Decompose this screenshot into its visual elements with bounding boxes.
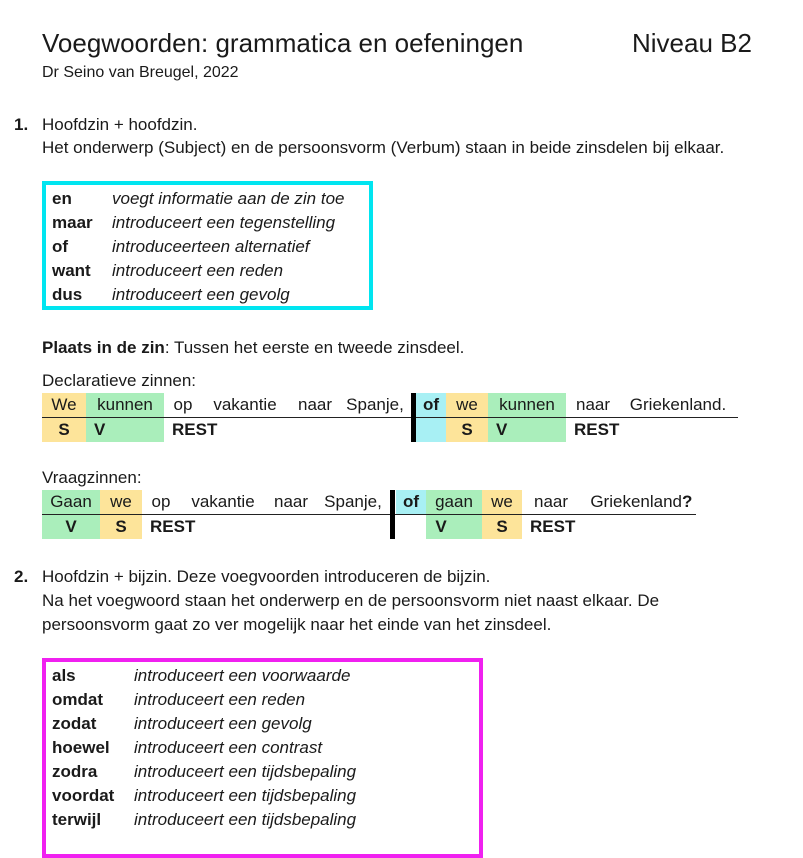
conjunction-word: hoewel xyxy=(52,738,110,757)
word-verb: kunnen xyxy=(488,393,566,417)
tag-conjunction-empty xyxy=(416,418,446,442)
word-verb: kunnen xyxy=(86,393,164,417)
conjunction-word: maar xyxy=(52,213,93,232)
section-1-number: 1. xyxy=(14,115,29,134)
word: op xyxy=(173,395,193,414)
word-subject: We xyxy=(42,393,86,417)
word: naar xyxy=(533,492,569,511)
tag-rest: REST xyxy=(530,517,576,536)
word-subject: we xyxy=(446,393,488,417)
word: naar xyxy=(273,492,309,511)
position-text: : Tussen het eerste en tweede zinsdeel. xyxy=(164,338,465,357)
tag-verb-fill xyxy=(456,515,482,539)
conjunction-description: introduceert een voorwaarde xyxy=(134,666,351,685)
tag-rest: REST xyxy=(150,517,196,536)
word: naar xyxy=(575,395,611,414)
section-1-heading: Hoofdzin + hoofdzin. xyxy=(42,115,198,134)
page-title: Voegwoorden: grammatica en oefeningen xyxy=(42,28,524,58)
word: vakantie xyxy=(213,395,277,414)
conjunction-description: introduceert een tijdsbepaling xyxy=(134,810,357,829)
word-subject: we xyxy=(482,490,522,514)
tag-verb: V xyxy=(86,418,164,442)
tag-subject: S xyxy=(100,515,142,539)
word: vakantie xyxy=(191,492,255,511)
section-2-description-line-1: Na het voegwoord staan het onderwerp en de persoonsvorm niet naast elkaar. De xyxy=(42,591,660,610)
conjunction-row xyxy=(52,714,312,734)
coordinating-conjunctions-box xyxy=(42,181,373,310)
clause-divider xyxy=(411,393,416,442)
conjunction-row xyxy=(52,237,310,257)
conjunction-description: introduceert een gevolg xyxy=(112,285,290,304)
conjunction-row xyxy=(52,285,290,305)
tag-rest: REST xyxy=(574,420,620,439)
word-verb: gaan xyxy=(426,490,482,514)
conjunction-word: dus xyxy=(52,285,83,304)
word: Griekenland. xyxy=(629,395,727,414)
word-subject: we xyxy=(100,490,142,514)
conjunction-description: introduceert een reden xyxy=(112,261,284,280)
conjunction-row xyxy=(52,261,283,281)
position-label: Plaats in de zin xyxy=(42,338,165,357)
tag-verb: V xyxy=(42,515,100,539)
word-question-mark: ? xyxy=(682,492,693,511)
section-1-description: Het onderwerp (Subject) en de persoonsvorm (Verbum) staan in beide zinsdelen bij elkaar. xyxy=(42,138,725,157)
conjunction-word: voordat xyxy=(52,786,115,805)
word: Spanje, xyxy=(346,395,404,414)
declarative-label: Declaratieve zinnen: xyxy=(42,371,197,390)
subordinating-conjunctions-box xyxy=(42,658,483,858)
conjunction-word: en xyxy=(52,189,72,208)
question-label: Vraagzinnen: xyxy=(42,468,142,487)
conjunction-description: introduceert een tijdsbepaling xyxy=(134,762,357,781)
conjunction-row xyxy=(52,690,305,710)
word-conjunction: of xyxy=(396,490,426,514)
tag-subject: S xyxy=(482,515,522,539)
conjunction-description: introduceert een gevolg xyxy=(134,714,312,733)
word: Spanje, xyxy=(324,492,382,511)
conjunction-word: want xyxy=(52,261,91,280)
level-label: Niveau B2 xyxy=(632,28,752,58)
position-sentence xyxy=(42,338,464,358)
tag-verb: V xyxy=(426,515,456,539)
section-2-description-line-2: persoonsvorm gaat zo ver mogelijk naar het einde van het zinsdeel. xyxy=(42,615,552,634)
word: naar xyxy=(297,395,333,414)
conjunction-description: introduceert een contrast xyxy=(134,738,323,757)
conjunction-description: introduceert een tegenstelling xyxy=(112,213,336,232)
clause-divider xyxy=(390,490,395,539)
conjunction-word: omdat xyxy=(52,690,103,709)
conjunction-description: voegt informatie aan de zin toe xyxy=(112,189,345,208)
section-2-heading: Hoofdzin + bijzin. Deze voegvoorden introduceren de bijzin. xyxy=(42,567,491,586)
conjunction-word: zodat xyxy=(52,714,97,733)
section-2-number: 2. xyxy=(14,567,29,586)
word: op xyxy=(151,492,171,511)
conjunction-row xyxy=(52,786,356,806)
tag-rest: REST xyxy=(172,420,218,439)
tag-subject: S xyxy=(42,418,86,442)
conjunction-description: introduceert een reden xyxy=(134,690,306,709)
author-line: Dr Seino van Breugel, 2022 xyxy=(42,64,239,81)
conjunction-description: introduceerteen alternatief xyxy=(112,237,310,256)
word-verb: Gaan xyxy=(42,490,100,514)
conjunction-row xyxy=(52,762,356,782)
conjunction-word: terwijl xyxy=(52,810,102,829)
tag-verb: V xyxy=(488,418,566,442)
word-conjunction: of xyxy=(416,393,446,417)
conjunction-row xyxy=(52,189,344,209)
conjunction-row xyxy=(52,738,322,758)
word: Griekenland xyxy=(590,492,682,511)
conjunction-description: introduceert een tijdsbepaling xyxy=(134,786,357,805)
conjunction-row xyxy=(52,810,356,830)
conjunction-word: of xyxy=(52,237,69,256)
conjunction-word: als xyxy=(52,666,76,685)
conjunction-word: zodra xyxy=(52,762,98,781)
tag-subject: S xyxy=(446,418,488,442)
conjunction-row xyxy=(52,213,335,233)
conjunction-row xyxy=(52,666,350,686)
